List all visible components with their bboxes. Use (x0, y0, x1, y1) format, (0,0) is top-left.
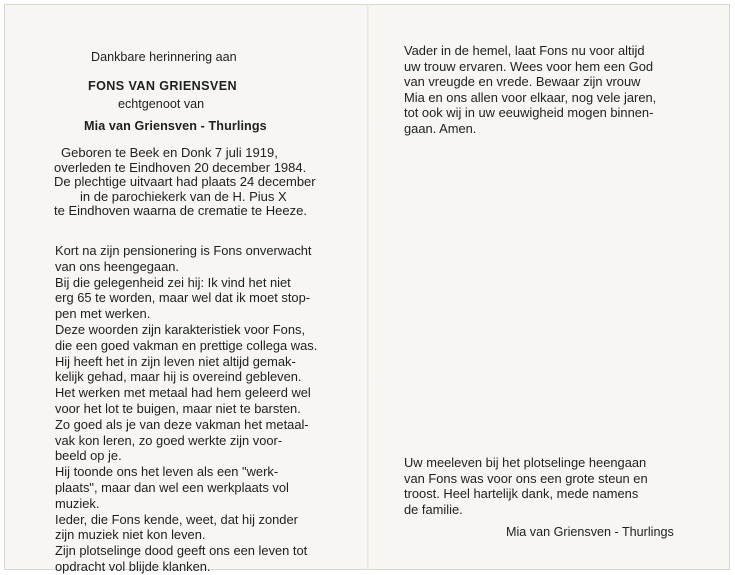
prayer-line: Vader in de hemel, laat Fons nu voor altijd (404, 43, 645, 58)
eulogy-line: zijn muziek niet kon leven. (55, 527, 206, 543)
spouse-name: Mia van Griensven - Thurlings (84, 119, 267, 133)
eulogy-line: plaats", maar dan wel een werkplaats vol (55, 479, 289, 495)
dates-line: te Eindhoven waarna de crematie te Heeze. (54, 203, 307, 218)
card-fold (367, 4, 369, 570)
thanks-block (404, 455, 648, 517)
eulogy-line: Deze woorden zijn karakteristiek voor Fons, (55, 321, 306, 337)
eulogy-line: Zijn plotselinge dood geeft ons een leven tot (55, 543, 308, 559)
eulogy-line: Hij heeft het in zijn leven niet altijd gemak- (55, 353, 296, 369)
relation-line: echtgenoot van (118, 97, 205, 111)
dates-block (54, 146, 316, 219)
prayer-line: van vreugde en vrede. Bewaar zijn vrouw (404, 74, 641, 90)
prayer-line: uw trouw ervaren. Wees voor hem een God (404, 58, 654, 74)
eulogy-line: kelijk gehad, maar hij is overeind gebleven. (55, 369, 302, 385)
eulogy-block (55, 243, 317, 575)
thanks-line: van Fons was voor ons een grote steun en (404, 470, 648, 486)
signature: Mia van Griensven - Thurlings (506, 525, 674, 539)
prayer-block (404, 43, 656, 137)
thanks-line: de familie. (404, 501, 463, 517)
eulogy-line: pen met werken. (55, 306, 151, 322)
eulogy-line: beeld op je. (55, 448, 122, 464)
eulogy-line: vak kon leren, zo goed werkte zijn voor- (55, 432, 283, 448)
eulogy-line: voor het lot te buigen, maar niet te barsten. (55, 400, 301, 416)
dates-line: overleden te Eindhoven 20 december 1984. (54, 159, 307, 175)
prayer-line: gaan. Amen. (404, 120, 477, 136)
eulogy-line: erg 65 te worden, maar wel dat ik moet stop- (55, 290, 311, 306)
eulogy-line: Hij toonde ons het leven als een "werk- (55, 464, 279, 480)
eulogy-line: Zo goed als je van deze vakman het metaal- (55, 416, 309, 432)
prayer-line: tot ook wij in uw eeuwigheid mogen binnen- (404, 105, 654, 121)
deceased-name: FONS VAN GRIENSVEN (88, 79, 238, 93)
dates-line: in de parochiekerk van de H. Pius X (80, 188, 287, 204)
eulogy-line: Kort na zijn pensionering is Fons onverwacht (55, 243, 312, 258)
thanks-line: troost. Heel hartelijk dank, mede namens (404, 486, 639, 502)
thanks-line: Uw meeleven bij het plotselinge heengaan (404, 455, 647, 470)
eulogy-line: Ieder, die Fons kende, weet, dat hij zonder (55, 511, 298, 527)
eulogy-line: Het werken met metaal had hem geleerd wel (55, 385, 311, 401)
dedication-line: Dankbare herinnering aan (91, 50, 237, 64)
eulogy-line: muziek. (55, 495, 100, 511)
eulogy-line: Bij die gelegenheid zei hij: Ik vind het niet (55, 274, 291, 290)
dates-line: De plechtige uitvaart had plaats 24 december (54, 174, 316, 189)
eulogy-line: die een goed vakman en prettige collega was. (55, 337, 318, 353)
eulogy-line: van ons heengegaan. (55, 258, 180, 274)
eulogy-line: opdracht vol blijde klanken. (55, 558, 211, 574)
prayer-line: Mia en ons allen voor elkaar, nog vele jaren, (404, 89, 657, 105)
dates-line: Geboren te Beek en Donk 7 juli 1919, (61, 145, 278, 160)
